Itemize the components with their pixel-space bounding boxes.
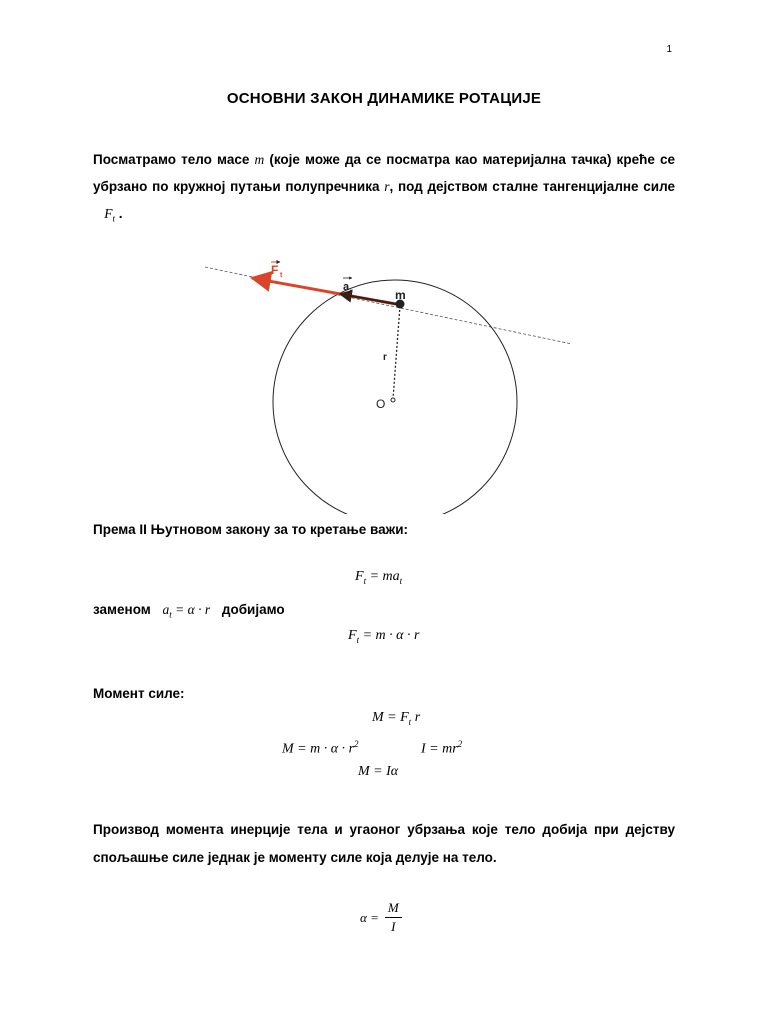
eq-symbol: = α · r [175,602,211,617]
subst-text: добијамо [221,602,285,617]
page-number: 1 [666,44,672,55]
eq-sup: 2 [457,739,463,749]
intro-text: , под дејством сталне тангенцијалне силе [389,179,675,194]
eq-sub: t [169,609,172,620]
conclusion-paragraph [93,816,675,872]
symbol-sub-t: t [112,213,116,224]
intro-line-3 [93,200,675,233]
substitution-line [93,602,285,620]
fraction [385,900,402,935]
moment-heading: Момент силе: [93,686,185,701]
symbol-f: F [104,206,113,221]
circular-path [273,280,517,514]
symbol-ft [104,206,116,224]
equation-alpha-fraction [360,900,402,935]
fraction-denominator: I [391,919,396,934]
equation-m-ialpha [358,764,398,780]
subst-text: заменом [93,602,151,617]
conclusion-line-2: спољашње силе једнак је моменту силе која делује на тело. [93,850,497,865]
eq-symbol: = m · α · r [362,628,420,643]
intro-text: (које може да се посматра као материјална тачка) креће се [269,152,675,167]
symbol-r: r [384,179,390,194]
center-label: O [376,397,386,411]
eq-sub: t [399,575,403,586]
intro-text: убрзано по кружној путањи полупречника [93,179,380,194]
intro-line-2 [93,173,675,200]
eq-sub: t [363,575,367,586]
eq-sup: 2 [354,739,359,749]
intro-paragraph [93,146,675,233]
symbol-m: m [254,152,265,167]
eq-symbol: F [348,628,357,643]
radius-line [393,306,400,399]
intro-text: Посматрамо тело масе [93,152,250,167]
equation-i-mr2 [421,739,462,758]
intro-line-1 [93,146,675,173]
equation-ft-mat [355,569,402,586]
center-point [391,398,395,402]
acceleration-arrow [340,294,396,304]
frac-left: α = [360,909,379,925]
page-title: ОСНОВНИ ЗАКОН ДИНАМИКЕ РОТАЦИЈЕ [226,90,542,107]
force-label: F [271,263,279,277]
eq-sub: t [408,716,412,727]
rotation-diagram [200,258,576,514]
radius-label: r [383,352,387,363]
equation-ft-mar [348,628,419,645]
accel-label-sub: r [350,289,353,295]
eq-symbol: F [355,569,364,584]
eq-symbol: M = Iα [358,764,399,779]
eq-symbol: r [414,710,421,725]
eq-symbol: M = F [372,710,409,725]
fraction-numerator: M [385,900,402,918]
mass-label: m [395,288,406,302]
newton-law-text: Према II Њутновом закону за то кретање важи: [93,522,408,537]
eq-symbol: I = mr [421,741,458,757]
conclusion-line-1: Производ момента инерције тела и угаоног убрзања које тело добија при дејству [93,822,675,837]
eq-symbol: M = m · α · r [282,741,355,757]
accel-label: a [343,281,350,293]
force-label-sub: t [280,272,283,279]
eq-sub: t [356,634,360,645]
eq-symbol: a [162,602,170,617]
intro-period: . [118,206,123,221]
eq-symbol: = ma [369,569,400,584]
equation-m-mar2 [282,739,359,758]
subst-equation [162,602,211,620]
equation-m-ftr [372,710,420,727]
